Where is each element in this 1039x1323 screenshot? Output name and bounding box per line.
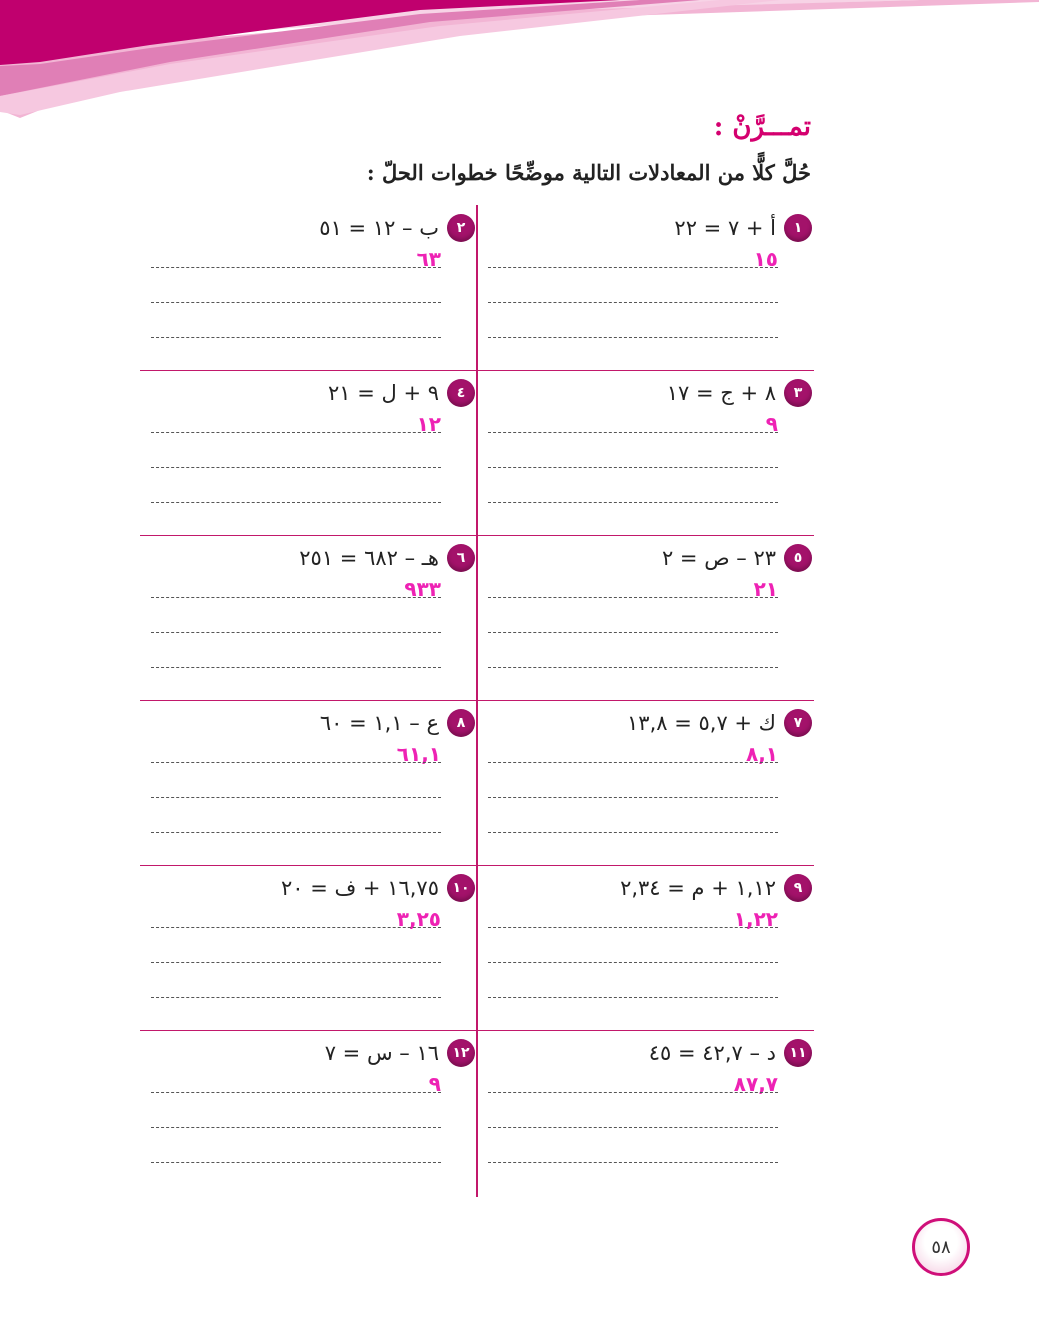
exercise-number-badge: ١٢ bbox=[447, 1039, 475, 1067]
exercise-cell bbox=[477, 535, 814, 700]
answer-writing-line[interactable] bbox=[488, 302, 778, 303]
exercise-cell bbox=[477, 370, 814, 535]
exercise-number-badge: ١٠ bbox=[447, 874, 475, 902]
answer-writing-line[interactable] bbox=[151, 927, 441, 928]
exercise-answer: ٦١,١ bbox=[396, 742, 441, 766]
exercise-cell bbox=[477, 1030, 814, 1195]
answer-writing-line[interactable] bbox=[151, 997, 441, 998]
exercise-answer: ٨٧,٧ bbox=[733, 1072, 778, 1096]
answer-writing-line[interactable] bbox=[488, 432, 778, 433]
exercise-equation-row bbox=[662, 543, 812, 573]
exercise-answer: ١٥ bbox=[753, 247, 778, 271]
answer-writing-line[interactable] bbox=[151, 597, 441, 598]
exercise-equation-row bbox=[627, 708, 812, 738]
exercise-equation: ١,١٢ + م = ٢,٣٤ bbox=[620, 876, 776, 900]
exercise-cell bbox=[140, 205, 477, 370]
exercise-cell bbox=[477, 205, 814, 370]
exercise-number-badge: ١١ bbox=[784, 1039, 812, 1067]
exercise-cell bbox=[140, 535, 477, 700]
answer-writing-line[interactable] bbox=[151, 762, 441, 763]
answer-writing-line[interactable] bbox=[151, 302, 441, 303]
exercise-equation: د – ٤٢,٧ = ٤٥ bbox=[648, 1041, 776, 1065]
answer-writing-line[interactable] bbox=[488, 962, 778, 963]
exercise-number-badge: ٥ bbox=[784, 544, 812, 572]
exercise-instruction: حُلَّ كلًّا من المعادلات التالية موضِّحًا خطوات الحلّ : bbox=[366, 160, 811, 185]
exercise-equation-row bbox=[319, 213, 475, 243]
exercise-answer: ٨,١ bbox=[745, 742, 778, 766]
exercise-answer: ٩ bbox=[428, 1072, 441, 1096]
exercise-cell bbox=[140, 700, 477, 865]
answer-writing-line[interactable] bbox=[151, 632, 441, 633]
answer-writing-line[interactable] bbox=[151, 337, 441, 338]
exercise-equation: ع – ١,١ = ٦٠ bbox=[319, 711, 439, 735]
exercise-equation-row bbox=[299, 543, 475, 573]
exercise-equation-row bbox=[281, 873, 475, 903]
page-number: ٥٨ bbox=[912, 1218, 970, 1276]
exercise-answer: ٩٣٣ bbox=[404, 577, 441, 601]
answer-writing-line[interactable] bbox=[151, 832, 441, 833]
exercise-cell bbox=[140, 370, 477, 535]
answer-writing-line[interactable] bbox=[151, 1162, 441, 1163]
answer-writing-line[interactable] bbox=[488, 597, 778, 598]
exercise-equation-row bbox=[620, 873, 812, 903]
exercise-cell bbox=[477, 865, 814, 1030]
answer-writing-line[interactable] bbox=[488, 762, 778, 763]
exercise-grid bbox=[140, 205, 814, 1197]
exercise-number-badge: ٤ bbox=[447, 379, 475, 407]
answer-writing-line[interactable] bbox=[488, 467, 778, 468]
exercise-number-badge: ٢ bbox=[447, 214, 475, 242]
exercise-equation: أ + ٧ = ٢٢ bbox=[674, 216, 776, 240]
exercise-number-badge: ١ bbox=[784, 214, 812, 242]
exercise-answer: ٢١ bbox=[753, 577, 778, 601]
answer-writing-line[interactable] bbox=[151, 962, 441, 963]
exercise-heading: تمـــرَّنْ : bbox=[713, 112, 811, 142]
exercise-answer: ١,٢٢ bbox=[733, 907, 778, 931]
answer-writing-line[interactable] bbox=[151, 1127, 441, 1128]
answer-writing-line[interactable] bbox=[488, 502, 778, 503]
exercise-answer: ١٢ bbox=[416, 412, 441, 436]
answer-writing-line[interactable] bbox=[488, 337, 778, 338]
exercise-equation-row bbox=[325, 1038, 475, 1068]
exercise-equation-row bbox=[328, 378, 475, 408]
exercise-number-badge: ٩ bbox=[784, 874, 812, 902]
exercise-number-badge: ٨ bbox=[447, 709, 475, 737]
header-banner bbox=[0, 0, 1039, 130]
exercise-cell bbox=[140, 1030, 477, 1195]
exercise-equation: ب – ١٢ = ٥١ bbox=[319, 216, 439, 240]
answer-writing-line[interactable] bbox=[488, 997, 778, 998]
answer-writing-line[interactable] bbox=[488, 797, 778, 798]
exercise-equation: ٩ + ل = ٢١ bbox=[328, 381, 439, 405]
answer-writing-line[interactable] bbox=[488, 927, 778, 928]
answer-writing-line[interactable] bbox=[151, 432, 441, 433]
answer-writing-line[interactable] bbox=[488, 632, 778, 633]
answer-writing-line[interactable] bbox=[151, 502, 441, 503]
exercise-equation: ك + ٥,٧ = ١٣,٨ bbox=[627, 711, 776, 735]
exercise-number-badge: ٧ bbox=[784, 709, 812, 737]
exercise-equation: هـ – ٦٨٢ = ٢٥١ bbox=[299, 546, 439, 570]
answer-writing-line[interactable] bbox=[488, 1092, 778, 1093]
exercise-answer: ٦٣ bbox=[416, 247, 441, 271]
answer-writing-line[interactable] bbox=[488, 667, 778, 668]
exercise-answer: ٩ bbox=[765, 412, 778, 436]
exercise-equation-row bbox=[320, 708, 475, 738]
answer-writing-line[interactable] bbox=[151, 797, 441, 798]
exercise-cell bbox=[140, 865, 477, 1030]
exercise-number-badge: ٣ bbox=[784, 379, 812, 407]
exercise-equation: ٢٣ – ص = ٢ bbox=[661, 546, 776, 570]
exercise-answer: ٣,٢٥ bbox=[396, 907, 441, 931]
answer-writing-line[interactable] bbox=[488, 267, 778, 268]
exercise-equation-row bbox=[667, 378, 812, 408]
exercise-equation: ٨ + ج = ١٧ bbox=[666, 381, 776, 405]
exercise-equation-row bbox=[649, 1038, 812, 1068]
exercise-equation: ١٦,٧٥ + ف = ٢٠ bbox=[280, 876, 439, 900]
exercise-cell bbox=[477, 700, 814, 865]
answer-writing-line[interactable] bbox=[488, 1127, 778, 1128]
answer-writing-line[interactable] bbox=[488, 1162, 778, 1163]
answer-writing-line[interactable] bbox=[151, 467, 441, 468]
answer-writing-line[interactable] bbox=[488, 832, 778, 833]
exercise-equation: ١٦ – س = ٧ bbox=[324, 1041, 439, 1065]
answer-writing-line[interactable] bbox=[151, 1092, 441, 1093]
answer-writing-line[interactable] bbox=[151, 667, 441, 668]
answer-writing-line[interactable] bbox=[151, 267, 441, 268]
exercise-number-badge: ٦ bbox=[447, 544, 475, 572]
exercise-equation-row bbox=[674, 213, 812, 243]
